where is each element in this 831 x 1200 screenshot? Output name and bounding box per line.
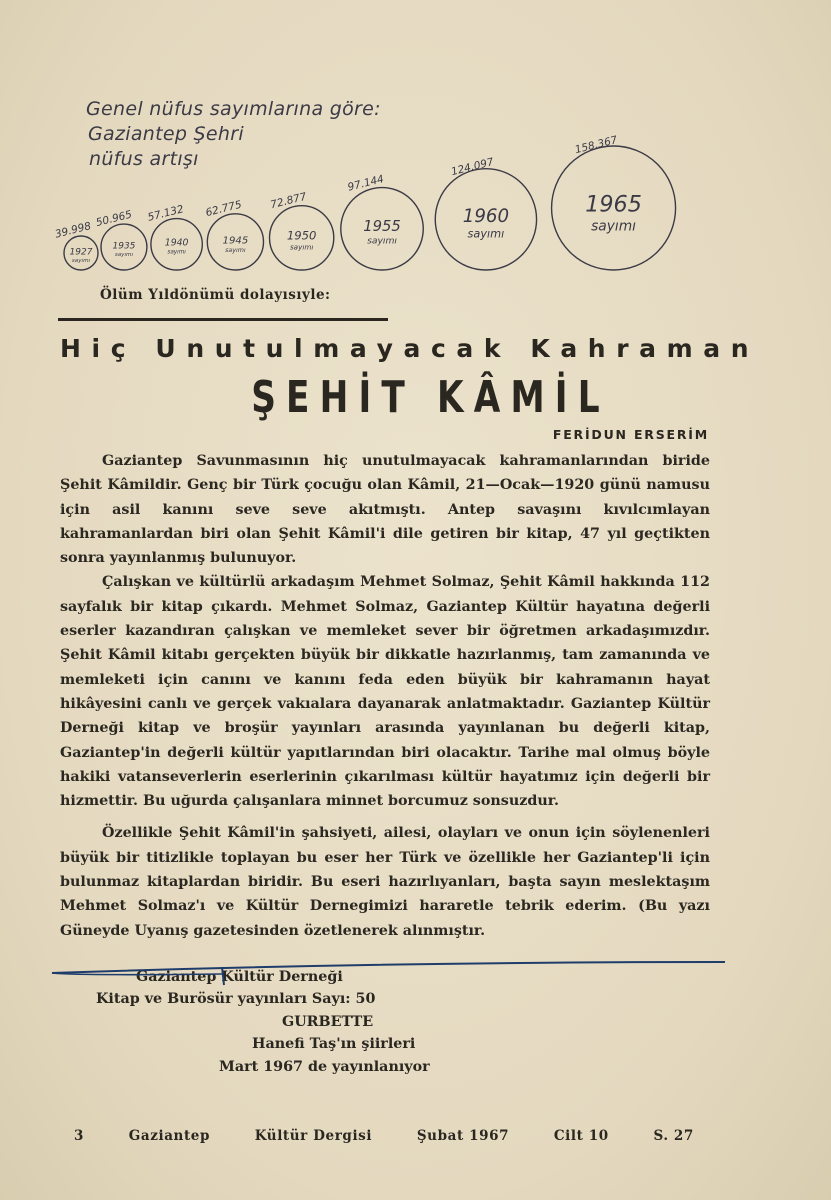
bubble-year-1950: 1950 <box>286 228 317 243</box>
footer-issue: S. 27 <box>653 1128 694 1144</box>
closing-line-3: GURBETTE <box>282 1013 374 1030</box>
bubble-sub-1950: sayımı <box>289 242 314 252</box>
closing-line-2: Kitap ve Burösür yayınları Sayı: 50 <box>96 991 376 1007</box>
footer-date: Şubat 1967 <box>416 1128 510 1144</box>
bubble-year-1927: 1927 <box>69 247 93 258</box>
page-number: 3 <box>74 1128 84 1144</box>
bubble-value-1955: 97.144 <box>346 173 386 194</box>
bubble-year-1940: 1940 <box>164 237 189 249</box>
paragraph-2: Çalışkan ve kültürlü arkadaşım Mehmet Solmaz, Şehit Kâmil hakkında 112 sayfalık bir kitap çıkardı. Mehmet Solmaz, Gaziantep Kültür hayatına değerli eserler kazandıran çalışkan ve memleket sever bir öğretmen arkadaşımızdır. Şehit Kâmil kitabı gerçekten büyük bir dikkatle hazırlanmış, tam zamanında ve memleketi için canını ve kanını feda eden büyük bir kahramanın hayat hikâyesini canlı ve gerçek vakıalara dayanarak anlatmaktadır. Gaziantep Kültür Derneği kitap ve broşür yayınları arasında yayınlanan bu değerli kitap, Gaziantep'in değerli kültür yapıtlarından biri olacaktır. Tarihe mal olmuş böyle hakiki vatanseverlerin eserlerinin çıkarılması kültür hayatımız için değerli bir hizmettir. Bu uğurda çalışanlara minnet borcumuz sonsuzdur. <box>60 574 710 810</box>
bubble-sub-1940: sayımı <box>167 249 186 256</box>
headline: Hiç Unutulmayacak Kahraman <box>60 334 760 363</box>
footer-magazine-2: Kültür Dergisi <box>254 1128 373 1144</box>
bubble-sub-1955: sayımı <box>367 235 397 247</box>
bubble-sub-1960: sayımı <box>467 227 505 241</box>
bubble-year-1960: 1960 <box>462 206 510 228</box>
page-footer <box>74 1128 694 1144</box>
bubble-value-1940: 57.132 <box>146 203 185 224</box>
closing-line-1: Gaziantep Kültür Derneği <box>136 969 343 985</box>
author-byline: FERİDUN ERSERİM <box>552 427 709 442</box>
closing-notice <box>96 969 430 1078</box>
footer-magazine: Gaziantep <box>128 1128 211 1144</box>
paragraph-3: Özellikle Şehit Kâmil'in şahsiyeti, ailesi, olayları ve onun için söylenenleri büyük bir titizlikle toplayan bu eser her Türk ve özellikle her Gaziantep'li için bulunmaz kitaplardan biridir. Bu eseri hazırlıyanları, başta sayın meslektaşım Mehmet Solmaz'ı ve Kültür Dernegimizi hararetle tebrik ederim. (Bu yazı Güneyde Uyanış gazetesinden özetlenerek alınmıştır. <box>60 825 710 939</box>
bubble-value-1965: 158.367 <box>573 134 619 157</box>
headline-rule <box>58 318 388 321</box>
bubble-value-1935: 50.965 <box>94 208 134 230</box>
bubble-sub-1965: sayımı <box>591 218 637 235</box>
chart-title-line-2: Gaziantep Şehri <box>88 123 244 145</box>
bubble-year-1965: 1965 <box>585 191 642 218</box>
article-body <box>60 449 710 943</box>
occasion-label: Ölüm Yıldönümü dolayısıyle: <box>100 287 331 303</box>
population-bubble-chart <box>0 0 831 300</box>
bubble-sub-1945: sayımı <box>225 247 246 255</box>
bubble-value-1960: 124.097 <box>449 156 495 179</box>
chart-title-line-3: nüfus artışı <box>89 148 199 170</box>
bubble-value-1950: 72.877 <box>269 190 308 212</box>
paragraph-1: Gaziantep Savunmasının hiç unutulmayacak kahramanlarından biride Şehit Kâmildir. Genç bir Türk çocuğu olan Kâmil, 21—Ocak—1920 günü namusu için asil kanını seve seve akıtmıştı. Antep savaşını kıvılcımlayan kahramanlardan biri olan Şehit Kâmil'i dile getiren bir kitap, 47 yıl geçtikten sonra yayınlanmış bulunuyor. <box>60 453 710 567</box>
bubble-sub-1935: sayımı <box>114 252 134 259</box>
footer-volume: Cilt 10 <box>553 1128 609 1144</box>
closing-line-5: Mart 1967 de yayınlanıyor <box>219 1058 430 1075</box>
closing-line-4: Hanefi Taş'ın şiirleri <box>252 1036 416 1052</box>
hero-name: ŞEHİT KÂMİL <box>251 372 610 423</box>
bubble-sub-1927: sayımı <box>71 258 91 264</box>
bubble-year-1945: 1945 <box>222 235 249 247</box>
bubble-value-1945: 62.775 <box>204 198 243 220</box>
bubble-value-1927: 39.998 <box>53 220 93 241</box>
bubble-year-1935: 1935 <box>112 241 136 252</box>
bubble-year-1955: 1955 <box>363 217 401 235</box>
chart-title-line-1: Genel nüfus sayımlarına göre: <box>86 98 381 120</box>
